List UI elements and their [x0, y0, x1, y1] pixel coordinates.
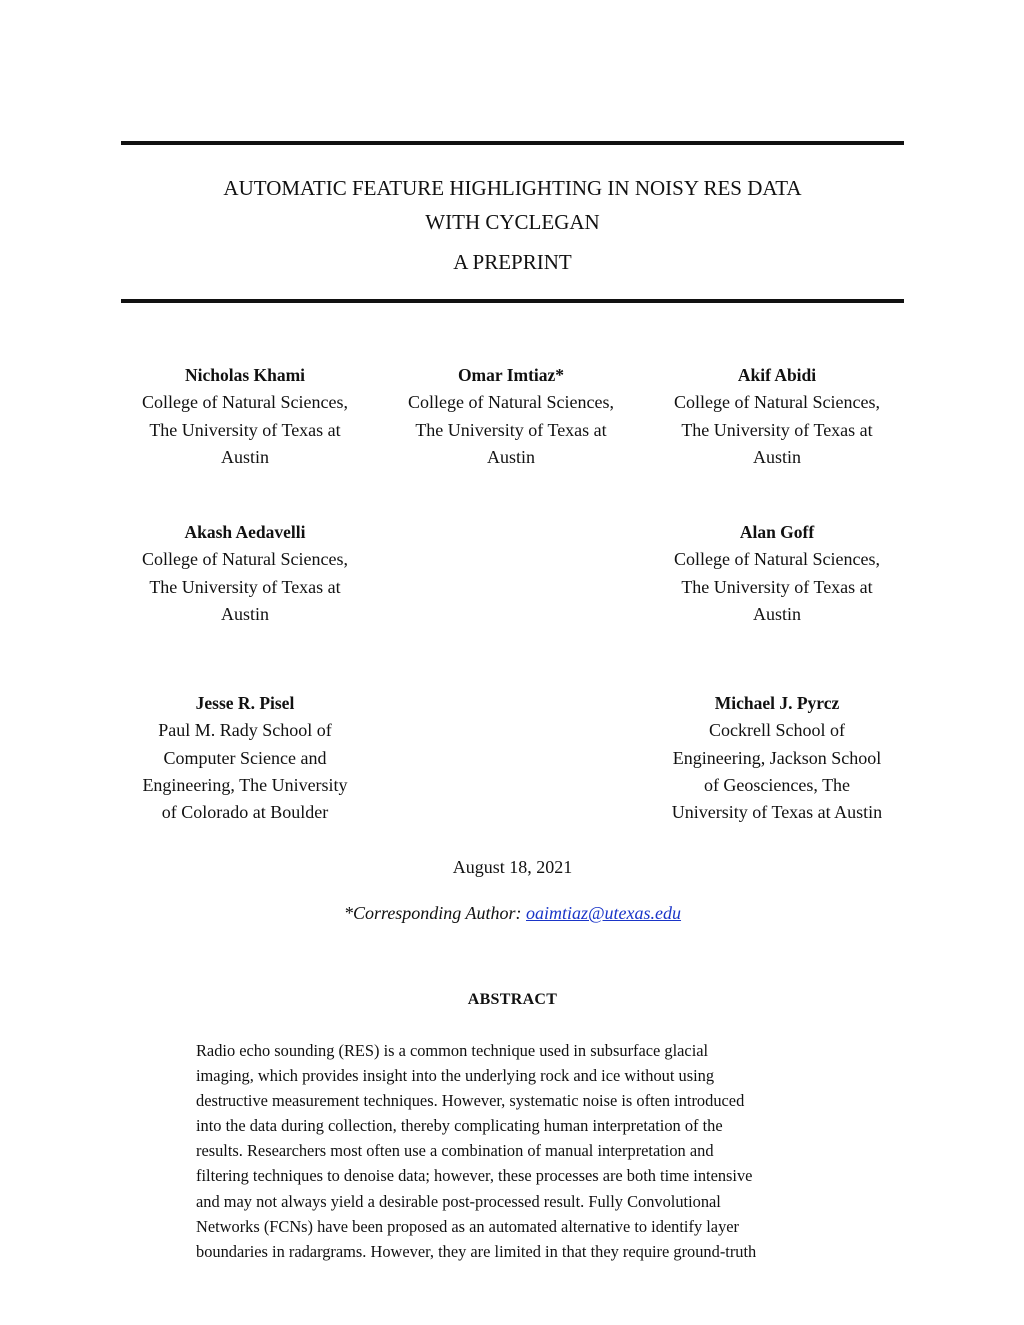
author-affiliation: Paul M. Rady School of Computer Science and Engineering, The University of Colorado at Boulder [142, 720, 348, 823]
author-affiliation: College of Natural Sciences, The University of Texas at Austin [142, 549, 348, 624]
author-affiliation: Cockrell School of Engineering, Jackson School of Geosciences, The University of Texas at Austin [671, 720, 883, 823]
abstract-line: Radio echo sounding (RES) is a common technique used in subsurface glacial [196, 1041, 709, 1060]
title-bottom-rule [121, 299, 904, 303]
abstract-line: into the data during collection, thereby complicating human interpretation of the [196, 1116, 723, 1136]
author-name: Jesse R. Pisel [195, 693, 295, 713]
paper-subtitle: A PREPRINT [453, 250, 572, 274]
title-line: AUTOMATIC FEATURE HIGHLIGHTING IN NOISY RES DATA [223, 176, 802, 200]
author-name: Akash Aedavelli [184, 522, 306, 542]
author-block [115, 362, 375, 471]
author-affiliation: College of Natural Sciences, The University of Texas at Austin [142, 392, 348, 467]
author-name: Omar Imtiaz* [457, 365, 565, 385]
author-name: Alan Goff [739, 522, 815, 542]
author-block [647, 519, 907, 628]
title-line: WITH CYCLEGAN [425, 210, 600, 234]
abstract-body [196, 1038, 836, 1264]
author-affiliation: College of Natural Sciences, The University of Texas at Austin [674, 392, 880, 467]
author-block [381, 362, 641, 471]
abstract-line: results. Researchers most often use a combination of manual interpretation and [196, 1141, 714, 1161]
author-block [647, 362, 907, 471]
abstract-line: destructive measurement techniques. However, systematic noise is often introduced [196, 1091, 745, 1111]
abstract-line: boundaries in radargrams. However, they are limited in that they require ground-truth [196, 1241, 757, 1261]
author-block [647, 690, 907, 826]
abstract-line: Networks (FCNs) have been proposed as an automated alternative to identify layer [196, 1216, 739, 1236]
abstract-line: and may not always yield a desirable post-processed result. Fully Convolutional [196, 1191, 721, 1211]
author-name: Nicholas Khami [184, 365, 306, 385]
author-name: Michael J. Pyrcz [714, 693, 840, 713]
author-block [115, 690, 375, 826]
publication-date: August 18, 2021 [452, 857, 573, 877]
corresponding-author [121, 900, 904, 927]
title-top-rule [121, 141, 904, 145]
author-name: Akif Abidi [737, 365, 817, 385]
author-block [115, 519, 375, 628]
abstract-heading: ABSTRACT [467, 991, 558, 1008]
paper-title [121, 171, 904, 239]
corresponding-author-email-link[interactable]: oaimtiaz@utexas.edu [525, 903, 682, 923]
abstract-line: filtering techniques to denoise data; however, these processes are both time intensive [196, 1166, 753, 1186]
author-affiliation: College of Natural Sciences, The University of Texas at Austin [408, 392, 614, 467]
author-affiliation: College of Natural Sciences, The University of Texas at Austin [674, 549, 880, 624]
abstract-line: imaging, which provides insight into the underlying rock and ice without using [196, 1066, 715, 1086]
corresponding-author-label: *Corresponding Author: [343, 903, 526, 923]
